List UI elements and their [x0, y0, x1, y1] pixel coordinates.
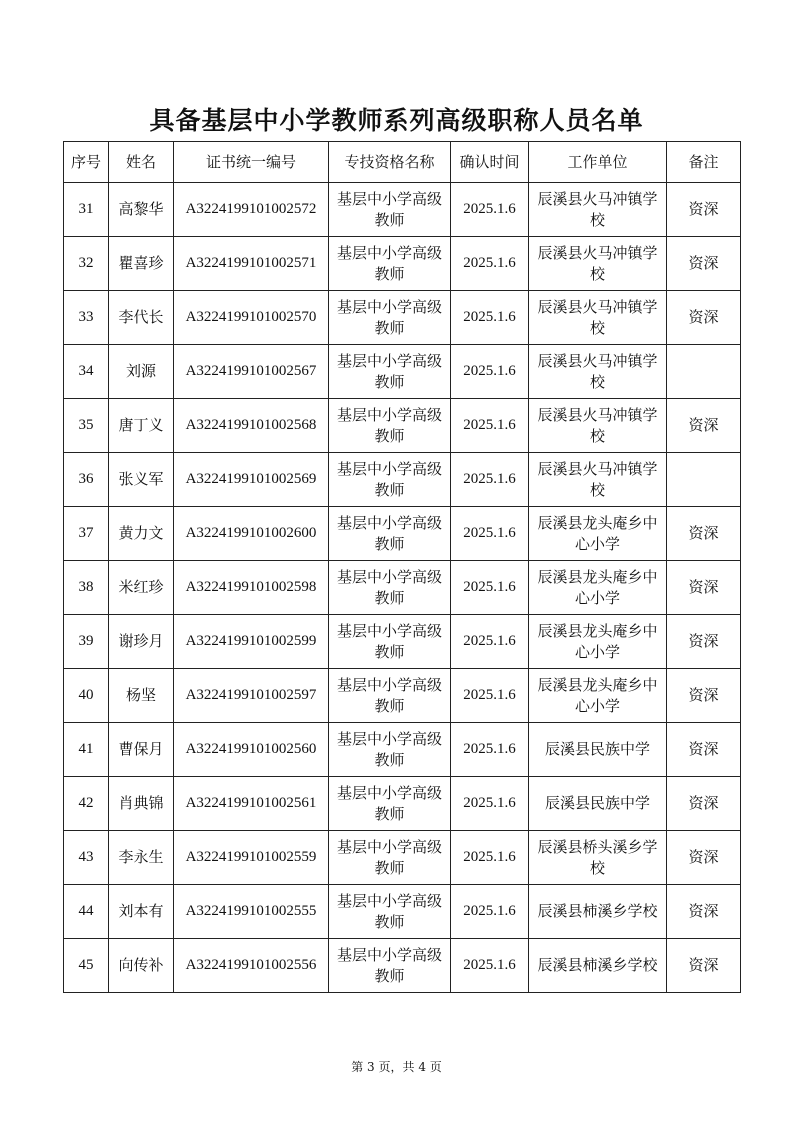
- cell-qualification: 基层中小学高级教师: [329, 777, 451, 831]
- cell-qualification: 基层中小学高级教师: [329, 399, 451, 453]
- cell-note: 资深: [667, 507, 741, 561]
- cell-certificate: A3224199101002570: [174, 291, 329, 345]
- cell-note: 资深: [667, 939, 741, 993]
- cell-name: 瞿喜珍: [109, 237, 174, 291]
- cell-index: 33: [64, 291, 109, 345]
- table-row: [64, 669, 741, 723]
- cell-unit: 辰溪县柿溪乡学校: [529, 939, 667, 993]
- cell-index: 36: [64, 453, 109, 507]
- cell-qualification: 基层中小学高级教师: [329, 885, 451, 939]
- cell-name: 张义军: [109, 453, 174, 507]
- cell-unit: 辰溪县民族中学: [529, 777, 667, 831]
- cell-index: 40: [64, 669, 109, 723]
- cell-qualification: 基层中小学高级教师: [329, 939, 451, 993]
- table-row: [64, 291, 741, 345]
- table-row: [64, 831, 741, 885]
- cell-date: 2025.1.6: [451, 237, 529, 291]
- cell-unit: 辰溪县火马冲镇学校: [529, 399, 667, 453]
- cell-note: 资深: [667, 831, 741, 885]
- cell-qualification: 基层中小学高级教师: [329, 831, 451, 885]
- cell-name: 杨坚: [109, 669, 174, 723]
- cell-qualification: 基层中小学高级教师: [329, 345, 451, 399]
- cell-name: 李永生: [109, 831, 174, 885]
- cell-index: 42: [64, 777, 109, 831]
- cell-unit: 辰溪县桥头溪乡学校: [529, 831, 667, 885]
- cell-note: 资深: [667, 669, 741, 723]
- table-row: [64, 237, 741, 291]
- cell-index: 43: [64, 831, 109, 885]
- cell-qualification: 基层中小学高级教师: [329, 561, 451, 615]
- cell-note: 资深: [667, 885, 741, 939]
- cell-note: 资深: [667, 237, 741, 291]
- cell-qualification: 基层中小学高级教师: [329, 507, 451, 561]
- cell-certificate: A3224199101002571: [174, 237, 329, 291]
- cell-note: 资深: [667, 399, 741, 453]
- cell-unit: 辰溪县龙头庵乡中心小学: [529, 561, 667, 615]
- cell-qualification: 基层中小学高级教师: [329, 183, 451, 237]
- cell-qualification: 基层中小学高级教师: [329, 237, 451, 291]
- cell-index: 45: [64, 939, 109, 993]
- cell-date: 2025.1.6: [451, 561, 529, 615]
- cell-unit: 辰溪县火马冲镇学校: [529, 345, 667, 399]
- cell-certificate: A3224199101002600: [174, 507, 329, 561]
- cell-note: [667, 345, 741, 399]
- cell-certificate: A3224199101002568: [174, 399, 329, 453]
- table-row: [64, 885, 741, 939]
- cell-date: 2025.1.6: [451, 669, 529, 723]
- header-index: 序号: [64, 142, 109, 183]
- cell-qualification: 基层中小学高级教师: [329, 615, 451, 669]
- table-row: [64, 183, 741, 237]
- cell-unit: 辰溪县火马冲镇学校: [529, 183, 667, 237]
- table-row: [64, 399, 741, 453]
- cell-index: 37: [64, 507, 109, 561]
- roster-table: [63, 141, 741, 993]
- table-row: [64, 777, 741, 831]
- cell-name: 刘本有: [109, 885, 174, 939]
- cell-name: 唐丁义: [109, 399, 174, 453]
- cell-unit: 辰溪县火马冲镇学校: [529, 237, 667, 291]
- cell-date: 2025.1.6: [451, 939, 529, 993]
- cell-note: 资深: [667, 723, 741, 777]
- cell-qualification: 基层中小学高级教师: [329, 453, 451, 507]
- cell-certificate: A3224199101002569: [174, 453, 329, 507]
- table-row: [64, 723, 741, 777]
- cell-name: 谢珍月: [109, 615, 174, 669]
- cell-name: 黄力文: [109, 507, 174, 561]
- cell-date: 2025.1.6: [451, 885, 529, 939]
- table-row: [64, 345, 741, 399]
- cell-qualification: 基层中小学高级教师: [329, 723, 451, 777]
- cell-certificate: A3224199101002561: [174, 777, 329, 831]
- header-name: 姓名: [109, 142, 174, 183]
- cell-unit: 辰溪县龙头庵乡中心小学: [529, 507, 667, 561]
- cell-date: 2025.1.6: [451, 507, 529, 561]
- cell-qualification: 基层中小学高级教师: [329, 291, 451, 345]
- cell-name: 刘源: [109, 345, 174, 399]
- cell-date: 2025.1.6: [451, 291, 529, 345]
- cell-index: 41: [64, 723, 109, 777]
- header-note: 备注: [667, 142, 741, 183]
- cell-certificate: A3224199101002555: [174, 885, 329, 939]
- cell-note: 资深: [667, 561, 741, 615]
- table-header-row: [64, 142, 741, 183]
- page-footer: 第 3 页，共 4 页: [351, 1060, 442, 1074]
- cell-unit: 辰溪县柿溪乡学校: [529, 885, 667, 939]
- cell-unit: 辰溪县民族中学: [529, 723, 667, 777]
- document-title: 具备基层中小学教师系列高级职称人员名单: [149, 106, 644, 135]
- cell-date: 2025.1.6: [451, 831, 529, 885]
- cell-certificate: A3224199101002567: [174, 345, 329, 399]
- cell-unit: 辰溪县火马冲镇学校: [529, 453, 667, 507]
- cell-qualification: 基层中小学高级教师: [329, 669, 451, 723]
- cell-note: 资深: [667, 777, 741, 831]
- cell-index: 39: [64, 615, 109, 669]
- cell-index: 34: [64, 345, 109, 399]
- cell-date: 2025.1.6: [451, 453, 529, 507]
- cell-unit: 辰溪县龙头庵乡中心小学: [529, 615, 667, 669]
- header-certificate: 证书统一编号: [174, 142, 329, 183]
- header-qualification: 专技资格名称: [329, 142, 451, 183]
- cell-name: 曹保月: [109, 723, 174, 777]
- table-row: [64, 615, 741, 669]
- table-row: [64, 453, 741, 507]
- cell-unit: 辰溪县龙头庵乡中心小学: [529, 669, 667, 723]
- cell-certificate: A3224199101002556: [174, 939, 329, 993]
- table-row: [64, 561, 741, 615]
- cell-certificate: A3224199101002572: [174, 183, 329, 237]
- cell-date: 2025.1.6: [451, 345, 529, 399]
- cell-note: 资深: [667, 615, 741, 669]
- cell-name: 高黎华: [109, 183, 174, 237]
- cell-certificate: A3224199101002598: [174, 561, 329, 615]
- table-row: [64, 507, 741, 561]
- cell-index: 44: [64, 885, 109, 939]
- cell-date: 2025.1.6: [451, 399, 529, 453]
- cell-certificate: A3224199101002597: [174, 669, 329, 723]
- cell-certificate: A3224199101002560: [174, 723, 329, 777]
- cell-index: 35: [64, 399, 109, 453]
- cell-note: 资深: [667, 183, 741, 237]
- cell-index: 38: [64, 561, 109, 615]
- cell-index: 31: [64, 183, 109, 237]
- cell-note: [667, 453, 741, 507]
- cell-name: 李代长: [109, 291, 174, 345]
- cell-name: 肖典锦: [109, 777, 174, 831]
- cell-note: 资深: [667, 291, 741, 345]
- cell-certificate: A3224199101002559: [174, 831, 329, 885]
- cell-date: 2025.1.6: [451, 777, 529, 831]
- cell-name: 米红珍: [109, 561, 174, 615]
- cell-certificate: A3224199101002599: [174, 615, 329, 669]
- header-unit: 工作单位: [529, 142, 667, 183]
- table-row: [64, 939, 741, 993]
- header-date: 确认时间: [451, 142, 529, 183]
- cell-date: 2025.1.6: [451, 723, 529, 777]
- cell-date: 2025.1.6: [451, 183, 529, 237]
- cell-unit: 辰溪县火马冲镇学校: [529, 291, 667, 345]
- cell-index: 32: [64, 237, 109, 291]
- cell-name: 向传补: [109, 939, 174, 993]
- cell-date: 2025.1.6: [451, 615, 529, 669]
